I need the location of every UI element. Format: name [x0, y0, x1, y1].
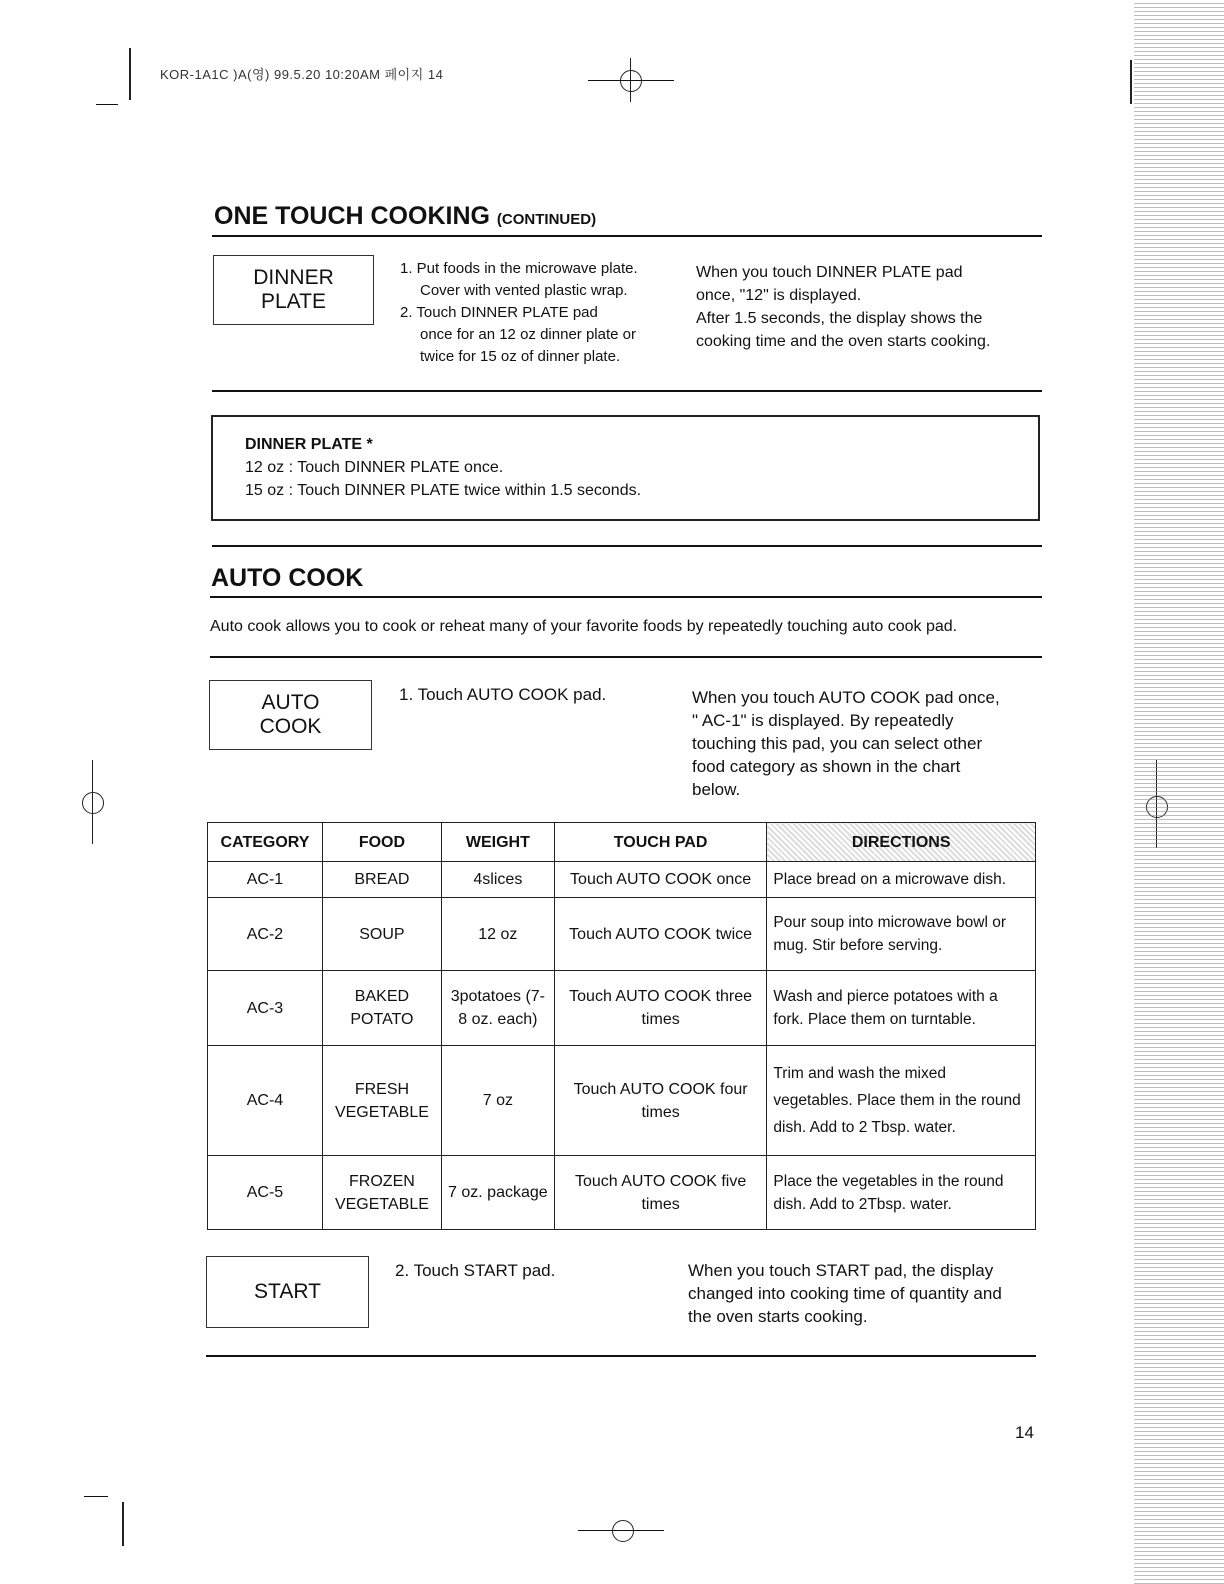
- cell-directions: Trim and wash the mixed vegetables. Place them in the round dish. Add to 2 Tbsp. water.: [767, 1046, 1036, 1156]
- cell-category: AC-1: [208, 862, 323, 898]
- cell-touch: Touch AUTO COOK four times: [554, 1046, 767, 1156]
- divider: [212, 545, 1042, 547]
- section-title-suffix: (CONTINUED): [496, 211, 597, 228]
- result-line: below.: [692, 780, 741, 799]
- registration-mark-line: [92, 760, 93, 844]
- cell-weight: 7 oz. package: [441, 1156, 554, 1230]
- col-header-category: CATEGORY: [208, 823, 323, 862]
- cell-food: FROZEN VEGETABLE: [322, 1156, 441, 1230]
- crop-mark: [96, 104, 118, 105]
- step-line: twice for 15 oz of dinner plate.: [420, 348, 621, 365]
- crop-mark: [1130, 60, 1132, 104]
- result-line: When you touch AUTO COOK pad once,: [692, 688, 1000, 707]
- cell-food: FRESH VEGETABLE: [322, 1046, 441, 1156]
- result-line: When you touch DINNER PLATE pad: [696, 264, 963, 281]
- auto-cook-step1: 1. Touch AUTO COOK pad.: [399, 685, 607, 704]
- dinner-plate-note: [211, 415, 1040, 521]
- result-line: " AC-1" is displayed. By repeatedly: [692, 711, 954, 730]
- divider: [210, 656, 1042, 658]
- cell-weight: 3potatoes (7-8 oz. each): [441, 971, 554, 1046]
- result-line: When you touch START pad, the display: [688, 1261, 994, 1280]
- registration-mark-line: [588, 80, 674, 81]
- table-row: [208, 1156, 1036, 1230]
- cell-directions: Pour soup into microwave bowl or mug. Stir before serving.: [767, 898, 1036, 971]
- cell-category: AC-3: [208, 971, 323, 1046]
- cell-category: AC-2: [208, 898, 323, 971]
- result-line: once, "12" is displayed.: [696, 287, 862, 304]
- col-header-weight: WEIGHT: [441, 823, 554, 862]
- cell-weight: 4slices: [441, 862, 554, 898]
- table-header-row: [208, 823, 1036, 862]
- cell-weight: 7 oz: [441, 1046, 554, 1156]
- auto-cook-table: [207, 822, 1036, 1230]
- cell-category: AC-5: [208, 1156, 323, 1230]
- cell-directions: Place bread on a microwave dish.: [767, 862, 1036, 898]
- cell-touch: Touch AUTO COOK three times: [554, 971, 767, 1046]
- auto-cook-pad[interactable]: AUTO COOK: [209, 680, 372, 750]
- cell-touch: Touch AUTO COOK once: [554, 862, 767, 898]
- registration-mark: [620, 70, 642, 92]
- registration-mark-line: [630, 58, 631, 102]
- cell-food: BAKED POTATO: [322, 971, 441, 1046]
- start-pad[interactable]: START: [206, 1256, 369, 1328]
- step-line: once for an 12 oz dinner plate or: [420, 326, 636, 343]
- result-line: changed into cooking time of quantity and: [688, 1284, 1002, 1303]
- cell-weight: 12 oz: [441, 898, 554, 971]
- section-rule: [212, 235, 1042, 237]
- cell-directions: Place the vegetables in the round dish. Add to 2Tbsp. water.: [767, 1156, 1036, 1230]
- section-rule: [210, 596, 1042, 598]
- cell-touch: Touch AUTO COOK five times: [554, 1156, 767, 1230]
- result-line: cooking time and the oven starts cooking.: [696, 333, 991, 350]
- page-number: 14: [1015, 1423, 1034, 1442]
- print-header: KOR-1A1C )A(영) 99.5.20 10:20AM 페이지 14: [160, 67, 444, 82]
- note-line: 12 oz : Touch DINNER PLATE once.: [245, 459, 504, 476]
- note-title: DINNER PLATE *: [245, 436, 373, 453]
- result-line: touching this pad, you can select other: [692, 734, 983, 753]
- section-title-text: ONE TOUCH COOKING: [214, 202, 490, 230]
- result-line: the oven starts cooking.: [688, 1307, 868, 1326]
- step-line: 1. Put foods in the microwave plate.: [400, 260, 638, 277]
- table-row: [208, 971, 1036, 1046]
- col-header-directions: DIRECTIONS: [767, 823, 1036, 862]
- section-title-auto-cook: AUTO COOK: [211, 564, 364, 592]
- dinner-plate-steps: [400, 258, 638, 368]
- registration-mark-line: [578, 1530, 664, 1531]
- col-header-touch-pad: TOUCH PAD: [554, 823, 767, 862]
- table-row: [208, 898, 1036, 971]
- dinner-plate-pad[interactable]: DINNER PLATE: [213, 255, 374, 325]
- section-title-one-touch: [214, 202, 596, 231]
- dinner-plate-result: [696, 261, 990, 353]
- registration-mark: [612, 1520, 634, 1542]
- col-header-food: FOOD: [322, 823, 441, 862]
- step-line: 2. Touch DINNER PLATE pad: [400, 304, 598, 321]
- auto-cook-intro: Auto cook allows you to cook or reheat many of your favorite foods by repeatedly touching auto cook pad.: [210, 618, 958, 635]
- start-step: 2. Touch START pad.: [395, 1261, 556, 1280]
- crop-mark: [122, 1502, 124, 1546]
- auto-cook-step1-result: [692, 686, 1000, 801]
- divider: [206, 1355, 1036, 1357]
- divider: [212, 390, 1042, 392]
- result-line: food category as shown in the chart: [692, 757, 961, 776]
- cell-directions: Wash and pierce potatoes with a fork. Place them on turntable.: [767, 971, 1036, 1046]
- step-line: Cover with vented plastic wrap.: [420, 282, 628, 299]
- cell-food: BREAD: [322, 862, 441, 898]
- start-step-result: [688, 1259, 1002, 1328]
- scan-noise: [1134, 0, 1224, 1584]
- registration-mark: [82, 792, 104, 814]
- table-row: [208, 862, 1036, 898]
- note-line: 15 oz : Touch DINNER PLATE twice within 1.5 seconds.: [245, 482, 642, 499]
- table-row: [208, 1046, 1036, 1156]
- cell-food: SOUP: [322, 898, 441, 971]
- result-line: After 1.5 seconds, the display shows the: [696, 310, 983, 327]
- cell-category: AC-4: [208, 1046, 323, 1156]
- crop-mark: [129, 48, 131, 100]
- crop-mark: [84, 1496, 108, 1497]
- cell-touch: Touch AUTO COOK twice: [554, 898, 767, 971]
